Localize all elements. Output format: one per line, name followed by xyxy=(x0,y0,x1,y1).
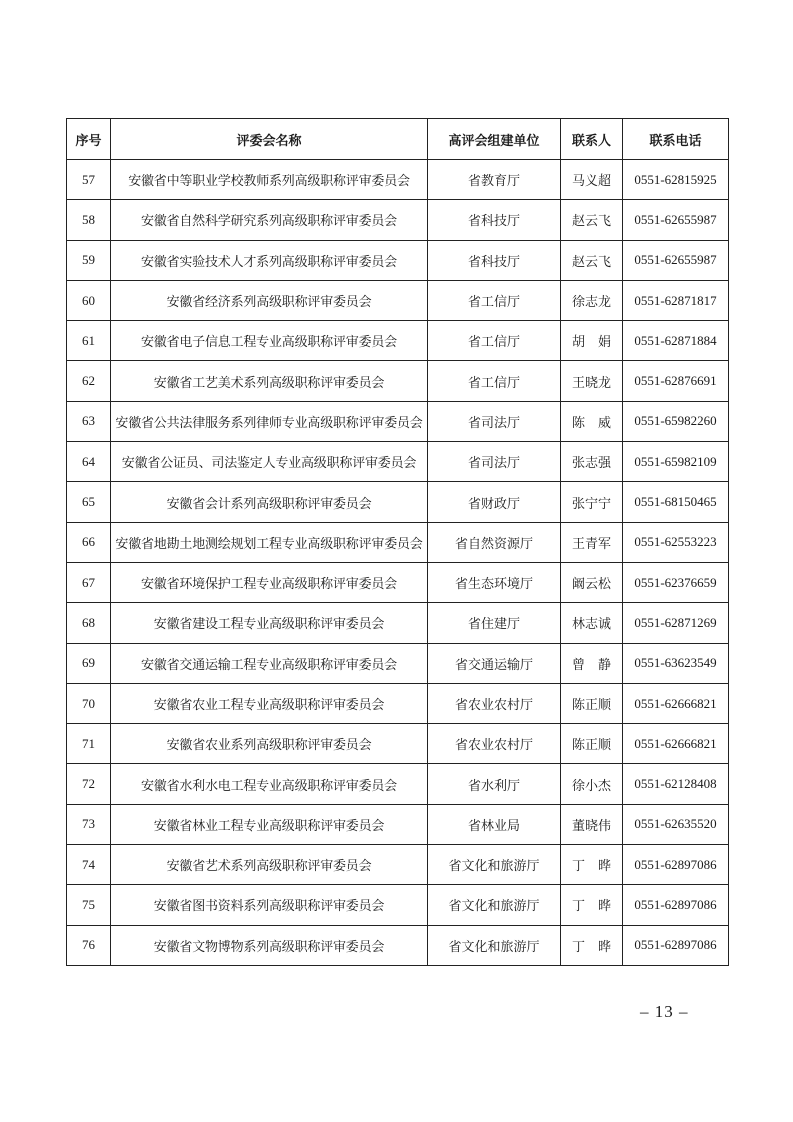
table-row xyxy=(67,925,729,965)
table-row xyxy=(67,683,729,723)
organizing-unit: 省文化和旅游厅 xyxy=(428,925,561,965)
row-index: 65 xyxy=(67,482,111,522)
row-index: 76 xyxy=(67,925,111,965)
table-row xyxy=(67,160,729,200)
committee-name: 安徽省图书资料系列高级职称评审委员会 xyxy=(111,885,428,925)
table-row xyxy=(67,240,729,280)
row-index: 60 xyxy=(67,280,111,320)
contact-person: 林志诚 xyxy=(561,603,623,643)
committee-name: 安徽省农业工程专业高级职称评审委员会 xyxy=(111,683,428,723)
row-index: 58 xyxy=(67,200,111,240)
row-index: 67 xyxy=(67,562,111,602)
committee-name: 安徽省电子信息工程专业高级职称评审委员会 xyxy=(111,321,428,361)
contact-person: 马义超 xyxy=(561,160,623,200)
contact-person: 王晓龙 xyxy=(561,361,623,401)
row-index: 75 xyxy=(67,885,111,925)
contact-person: 陈 威 xyxy=(561,401,623,441)
table-row xyxy=(67,643,729,683)
contact-person: 陈正顺 xyxy=(561,724,623,764)
header-phone: 联系电话 xyxy=(623,119,729,160)
contact-person: 张宁宁 xyxy=(561,482,623,522)
contact-phone: 0551-62655987 xyxy=(623,200,729,240)
contact-phone: 0551-63623549 xyxy=(623,643,729,683)
committee-name: 安徽省公证员、司法鉴定人专业高级职称评审委员会 xyxy=(111,442,428,482)
organizing-unit: 省工信厅 xyxy=(428,280,561,320)
row-index: 63 xyxy=(67,401,111,441)
contact-person: 丁 晔 xyxy=(561,845,623,885)
organizing-unit: 省农业农村厅 xyxy=(428,683,561,723)
committee-name: 安徽省建设工程专业高级职称评审委员会 xyxy=(111,603,428,643)
organizing-unit: 省教育厅 xyxy=(428,160,561,200)
organizing-unit: 省农业农村厅 xyxy=(428,724,561,764)
committee-name: 安徽省会计系列高级职称评审委员会 xyxy=(111,482,428,522)
committee-name: 安徽省林业工程专业高级职称评审委员会 xyxy=(111,804,428,844)
contact-phone: 0551-65982260 xyxy=(623,401,729,441)
contact-phone: 0551-62871269 xyxy=(623,603,729,643)
table-row xyxy=(67,724,729,764)
contact-phone: 0551-62666821 xyxy=(623,724,729,764)
row-index: 61 xyxy=(67,321,111,361)
contact-person: 阚云松 xyxy=(561,562,623,602)
committee-name: 安徽省交通运输工程专业高级职称评审委员会 xyxy=(111,643,428,683)
header-unit: 高评会组建单位 xyxy=(428,119,561,160)
row-index: 72 xyxy=(67,764,111,804)
organizing-unit: 省财政厅 xyxy=(428,482,561,522)
committee-name: 安徽省自然科学研究系列高级职称评审委员会 xyxy=(111,200,428,240)
organizing-unit: 省科技厅 xyxy=(428,200,561,240)
header-row xyxy=(67,119,729,160)
contact-phone: 0551-68150465 xyxy=(623,482,729,522)
committee-name: 安徽省中等职业学校教师系列高级职称评审委员会 xyxy=(111,160,428,200)
committee-name: 安徽省环境保护工程专业高级职称评审委员会 xyxy=(111,562,428,602)
organizing-unit: 省水利厅 xyxy=(428,764,561,804)
contact-phone: 0551-62553223 xyxy=(623,522,729,562)
contact-person: 张志强 xyxy=(561,442,623,482)
row-index: 73 xyxy=(67,804,111,844)
contact-phone: 0551-62666821 xyxy=(623,683,729,723)
organizing-unit: 省司法厅 xyxy=(428,442,561,482)
organizing-unit: 省文化和旅游厅 xyxy=(428,845,561,885)
contact-phone: 0551-62655987 xyxy=(623,240,729,280)
page-number: – 13 – xyxy=(640,1002,689,1021)
table-row xyxy=(67,804,729,844)
organizing-unit: 省住建厅 xyxy=(428,603,561,643)
table-row xyxy=(67,482,729,522)
row-index: 62 xyxy=(67,361,111,401)
organizing-unit: 省司法厅 xyxy=(428,401,561,441)
committee-name: 安徽省农业系列高级职称评审委员会 xyxy=(111,724,428,764)
row-index: 74 xyxy=(67,845,111,885)
contact-person: 徐志龙 xyxy=(561,280,623,320)
contact-person: 赵云飞 xyxy=(561,240,623,280)
row-index: 66 xyxy=(67,522,111,562)
row-index: 64 xyxy=(67,442,111,482)
organizing-unit: 省林业局 xyxy=(428,804,561,844)
table-row xyxy=(67,280,729,320)
contact-phone: 0551-62897086 xyxy=(623,925,729,965)
table-row xyxy=(67,321,729,361)
table-row xyxy=(67,562,729,602)
contact-phone: 0551-62897086 xyxy=(623,885,729,925)
committee-name: 安徽省公共法律服务系列律师专业高级职称评审委员会 xyxy=(111,401,428,441)
row-index: 68 xyxy=(67,603,111,643)
contact-person: 胡 娟 xyxy=(561,321,623,361)
organizing-unit: 省工信厅 xyxy=(428,321,561,361)
row-index: 57 xyxy=(67,160,111,200)
table-row xyxy=(67,845,729,885)
committee-name: 安徽省工艺美术系列高级职称评审委员会 xyxy=(111,361,428,401)
committee-name: 安徽省艺术系列高级职称评审委员会 xyxy=(111,845,428,885)
table-row xyxy=(67,200,729,240)
table-row xyxy=(67,603,729,643)
organizing-unit: 省自然资源厅 xyxy=(428,522,561,562)
organizing-unit: 省工信厅 xyxy=(428,361,561,401)
table-row xyxy=(67,764,729,804)
organizing-unit: 省生态环境厅 xyxy=(428,562,561,602)
committee-name: 安徽省地勘土地测绘规划工程专业高级职称评审委员会 xyxy=(111,522,428,562)
table-row xyxy=(67,401,729,441)
committee-table xyxy=(66,118,729,966)
table-header xyxy=(67,119,729,160)
organizing-unit: 省科技厅 xyxy=(428,240,561,280)
contact-phone: 0551-62635520 xyxy=(623,804,729,844)
contact-person: 徐小杰 xyxy=(561,764,623,804)
row-index: 69 xyxy=(67,643,111,683)
contact-phone: 0551-65982109 xyxy=(623,442,729,482)
contact-phone: 0551-62897086 xyxy=(623,845,729,885)
table-row xyxy=(67,885,729,925)
contact-phone: 0551-62376659 xyxy=(623,562,729,602)
contact-person: 曾 静 xyxy=(561,643,623,683)
row-index: 59 xyxy=(67,240,111,280)
row-index: 70 xyxy=(67,683,111,723)
contact-phone: 0551-62815925 xyxy=(623,160,729,200)
table-row xyxy=(67,522,729,562)
table-row xyxy=(67,361,729,401)
contact-person: 董晓伟 xyxy=(561,804,623,844)
contact-person: 丁 晔 xyxy=(561,925,623,965)
organizing-unit: 省文化和旅游厅 xyxy=(428,885,561,925)
contact-person: 赵云飞 xyxy=(561,200,623,240)
contact-phone: 0551-62871884 xyxy=(623,321,729,361)
table-body xyxy=(67,160,729,966)
organizing-unit: 省交通运输厅 xyxy=(428,643,561,683)
contact-person: 丁 晔 xyxy=(561,885,623,925)
committee-name: 安徽省经济系列高级职称评审委员会 xyxy=(111,280,428,320)
contact-phone: 0551-62128408 xyxy=(623,764,729,804)
header-committee: 评委会名称 xyxy=(111,119,428,160)
row-index: 71 xyxy=(67,724,111,764)
table-row xyxy=(67,442,729,482)
contact-phone: 0551-62876691 xyxy=(623,361,729,401)
header-contact: 联系人 xyxy=(561,119,623,160)
committee-name: 安徽省文物博物系列高级职称评审委员会 xyxy=(111,925,428,965)
contact-person: 王青军 xyxy=(561,522,623,562)
committee-name: 安徽省实验技术人才系列高级职称评审委员会 xyxy=(111,240,428,280)
contact-person: 陈正顺 xyxy=(561,683,623,723)
committee-name: 安徽省水利水电工程专业高级职称评审委员会 xyxy=(111,764,428,804)
header-index: 序号 xyxy=(67,119,111,160)
contact-phone: 0551-62871817 xyxy=(623,280,729,320)
